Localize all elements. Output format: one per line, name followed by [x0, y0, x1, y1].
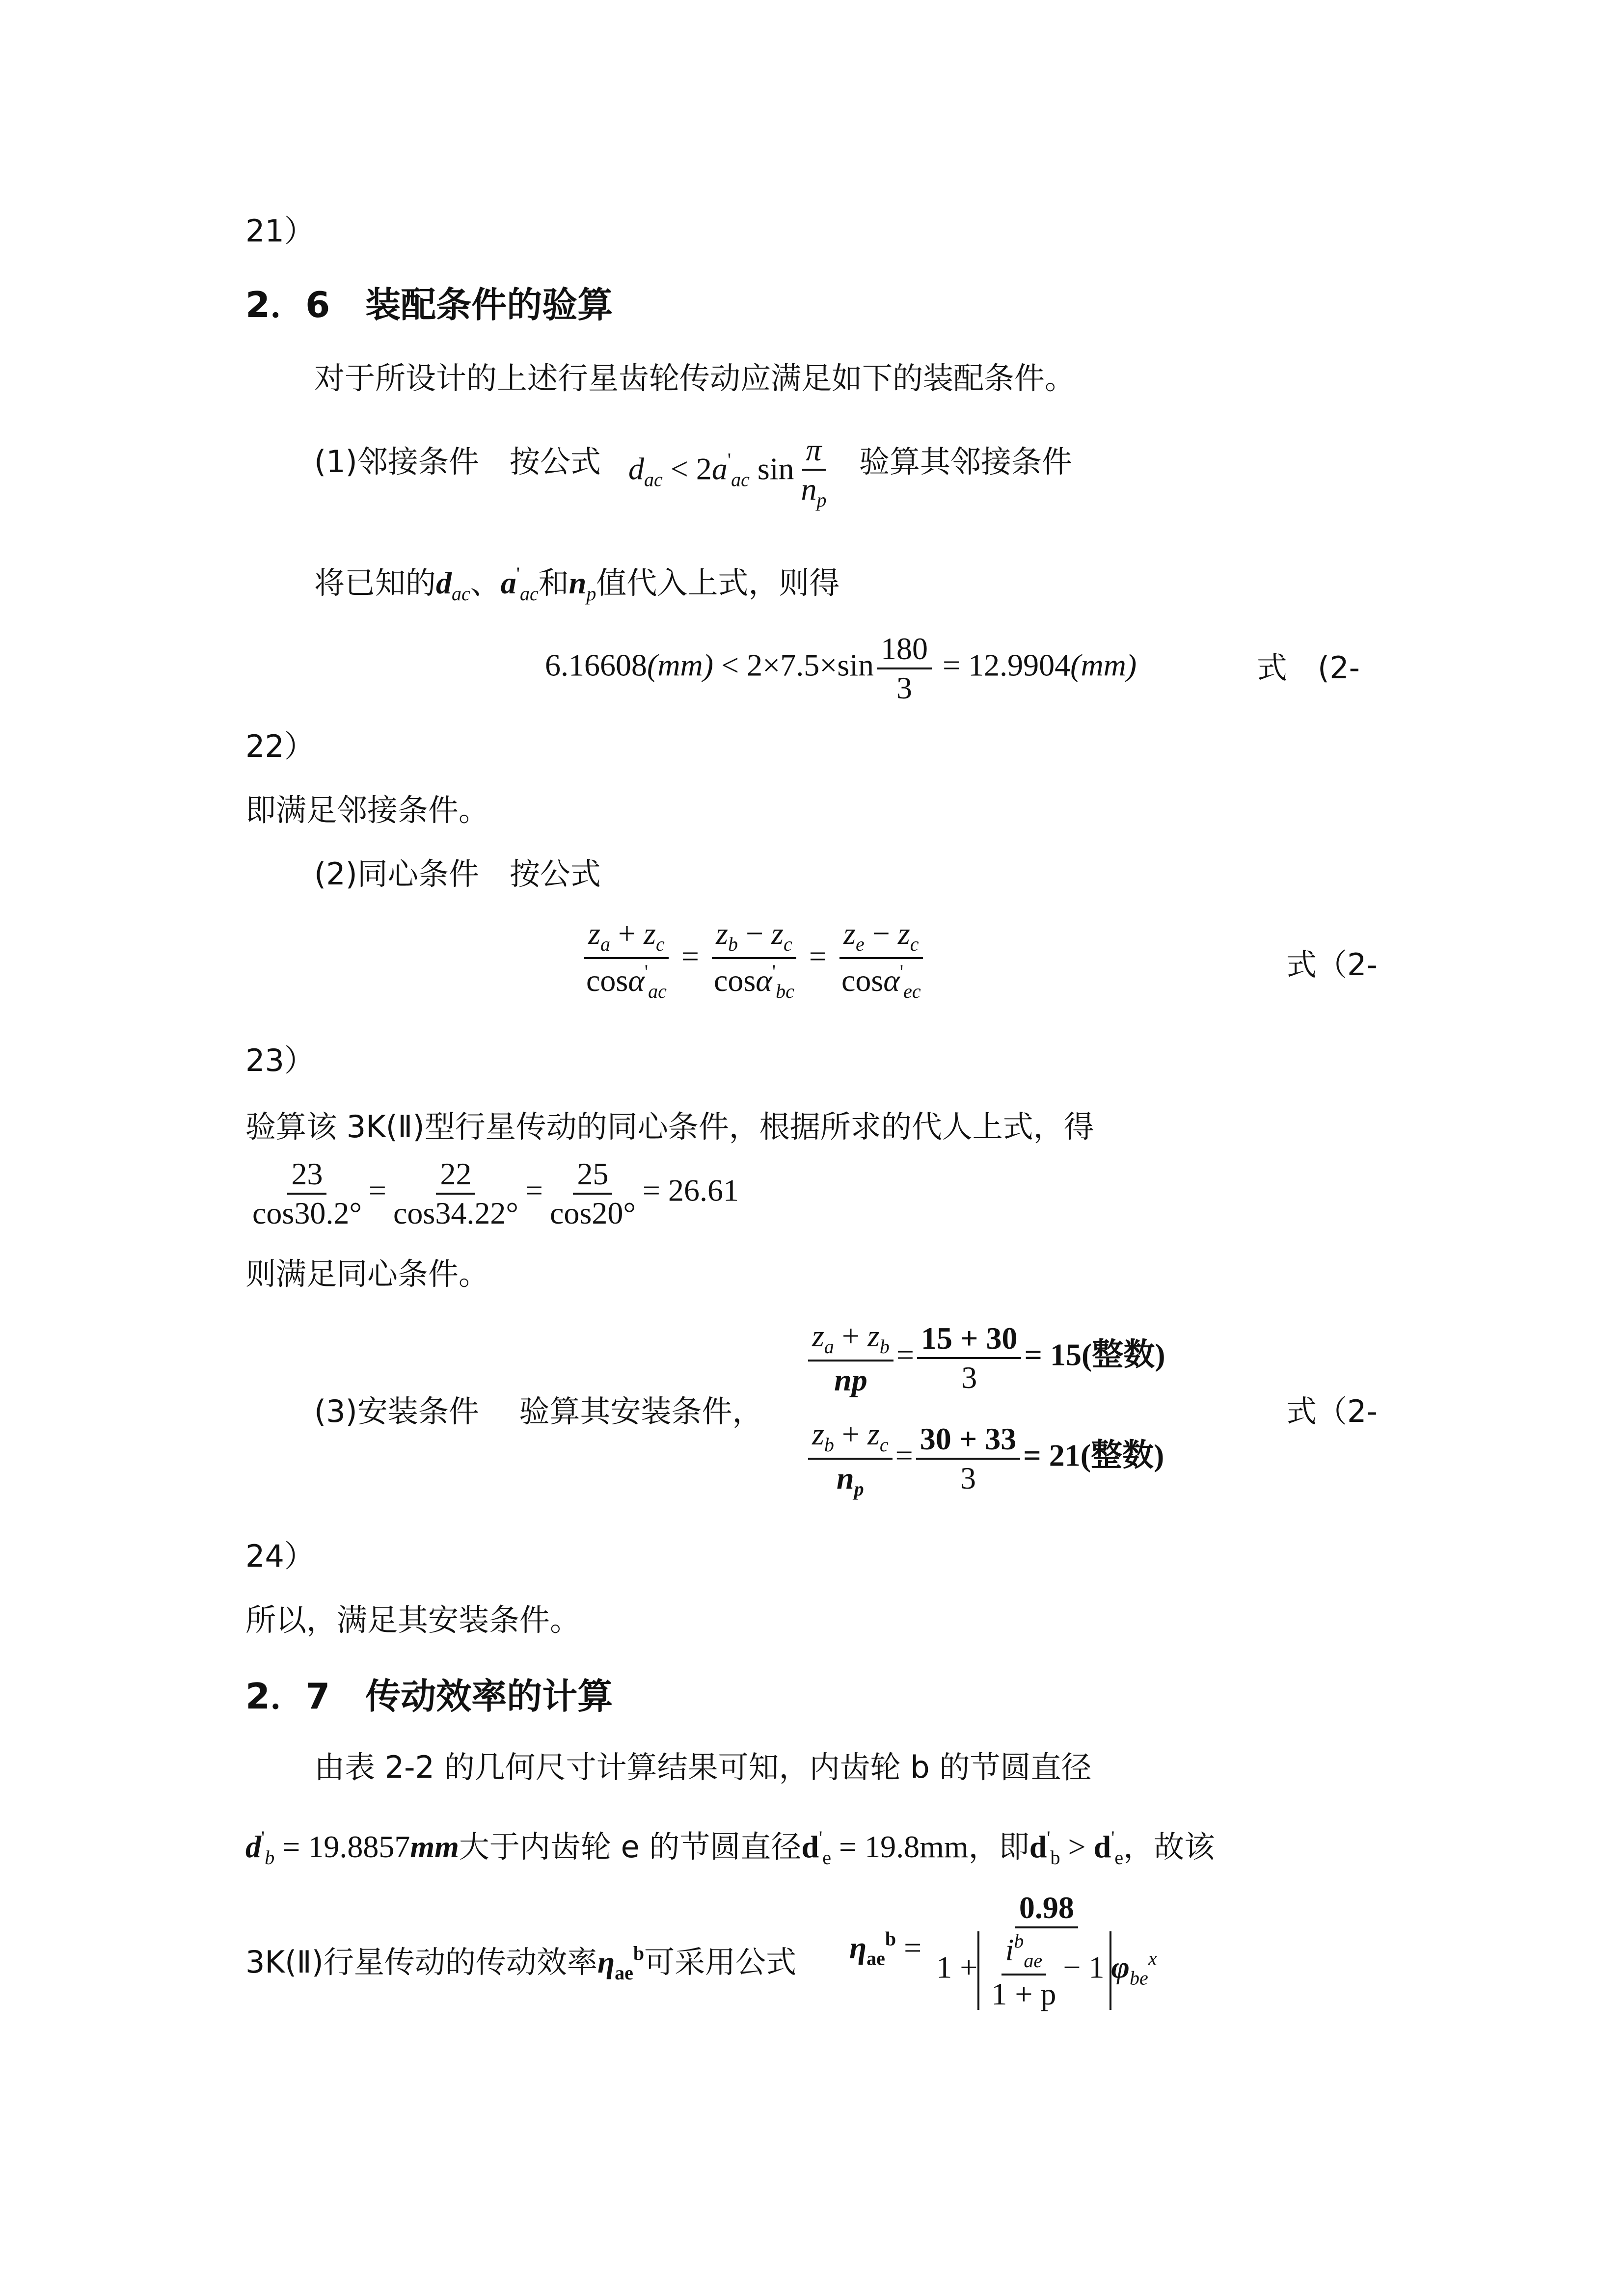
pitch-diameter-sep: ，即 — [968, 1829, 1029, 1865]
check-den-1: cos30.2° — [252, 1196, 362, 1230]
symbol-db: $d'_b = 19.8857mm$ — [245, 1827, 459, 1869]
eq22-denominator: 3 — [896, 670, 913, 705]
install-den-2: 3 — [960, 1461, 976, 1495]
equation-tag-2-22: 式 (2- — [1257, 650, 1360, 686]
db-value: = 19.8857 — [282, 1829, 410, 1864]
paragraph-concentric-ok: 则满足同心条件。 — [245, 1256, 489, 1292]
paragraph-table-ref: 由表 2-2 的几何尺寸计算结果可知，内齿轮 b 的节圆直径 — [314, 1749, 1092, 1785]
eq22-unit-right: (mm) — [1070, 647, 1137, 683]
eq22-unit-left: (mm) — [647, 647, 714, 683]
install-result-1: = 15(整数) — [1024, 1337, 1165, 1372]
de-value: = 19.8mm — [839, 1829, 969, 1864]
check-den-2: cos34.22° — [393, 1196, 518, 1230]
eq22-rhs: 12.9904 — [968, 647, 1071, 683]
install-num-2: 30 + 33 — [916, 1423, 1020, 1460]
equation-number-continuation: 24） — [245, 1538, 315, 1574]
condition-1-label: (1)邻接条件 按公式 — [314, 444, 601, 480]
efficiency-line — [245, 1944, 796, 1983]
eff-minus-one: − 1 — [1063, 1949, 1105, 1985]
install-result-2: = 21(整数) — [1023, 1438, 1164, 1473]
op-minus: − — [872, 916, 890, 951]
efficiency-prefix: 3K(Ⅱ)行星传动的传动效率 — [245, 1944, 597, 1980]
condition-3-label: (3)安装条件 验算其安装条件， — [314, 1393, 763, 1429]
section-heading-2-7: 2．7 传动效率的计算 — [245, 1676, 613, 1717]
equation-2-23: $\frac{z_a + z_c}{\cos\alpha'_{ac}}$ = $\frac{z_b - z_c}{\cos\alpha'_{bc}}$ = $\frac{z_e - z_c}{\cos\alpha'_{ec}}$ — [579, 918, 928, 1001]
symbol-aac: $a'_{ac}$ — [500, 563, 539, 605]
eq22-equals: = — [943, 647, 961, 683]
paragraph-concentric-check: 验算该 3K(Ⅱ)型行星传动的同心条件，根据所求的代人上式，得 — [245, 1109, 1094, 1145]
check-num-3: 25 — [573, 1158, 612, 1195]
cos-label: cos — [841, 963, 884, 998]
check-result: = 26.61 — [642, 1173, 739, 1208]
equation-tag-2-23: 式（2- — [1286, 947, 1378, 983]
efficiency-mid: 可采用公式 — [644, 1944, 797, 1980]
check-num-1: 23 — [287, 1158, 326, 1195]
check-num-2: 22 — [436, 1158, 475, 1195]
paragraph-adjacency-ok: 即满足邻接条件。 — [245, 792, 489, 828]
install-num-1: 15 + 30 — [917, 1323, 1021, 1359]
eq22-lhs: 6.16608 — [545, 647, 647, 683]
equation-number-continuation: 22） — [245, 728, 315, 764]
equation-number-continuation: 21） — [245, 213, 315, 249]
op-plus: + — [618, 916, 636, 951]
op-minus: − — [746, 916, 764, 951]
conjunction: 和 — [538, 565, 569, 601]
section-heading-2-6: 2．6 装配条件的验算 — [245, 284, 613, 325]
install-den-1: 3 — [961, 1360, 977, 1395]
paragraph-intro: 对于所设计的上述行星齿轮传动应满足如下的装配条件。 — [314, 360, 1076, 396]
equation-number-continuation: 23） — [245, 1042, 315, 1078]
condition-1-tail: 验算其邻接条件 — [859, 444, 1073, 480]
separator: 、 — [470, 565, 501, 601]
install-equation-2: $\frac{z_b + z_c}{n_p}$ = $\frac{30 + 33}{3}$ = 21(整数) — [805, 1418, 1164, 1499]
install-den-np: np — [834, 1362, 867, 1397]
known-values-suffix: 值代入上式，则得 — [596, 565, 840, 601]
symbol-eta: $\eta_{ae}^b$ — [597, 1942, 645, 1984]
symbol-np: $n_p$ — [568, 565, 596, 605]
db-unit: mm — [410, 1829, 459, 1864]
eff-one-plus-p: 1 + p — [991, 1976, 1056, 2011]
pitch-diameter-mid: 大于内齿轮 e 的节圆直径 — [459, 1829, 802, 1865]
eq22-expression: 2×7.5×sin — [747, 647, 874, 683]
known-values-prefix: 将已知的 — [314, 565, 436, 601]
equation-2-22 — [545, 633, 1137, 704]
cos-label: cos — [713, 963, 756, 998]
comparison-db-de: $d'_b > d'_e$ — [1029, 1827, 1124, 1869]
eq22-numerator: 180 — [877, 633, 932, 669]
paragraph-install-ok: 所以，满足其安装条件。 — [245, 1602, 581, 1638]
adjacency-formula: $d_{ac} < 2a'_{ac}$ sin $\frac{\pi}{n_p}$ — [628, 432, 827, 511]
equation-tag-2-24: 式（2- — [1286, 1393, 1378, 1429]
efficiency-formula: $\eta_{ae}^b$ = 0.98 1 + $\frac{i^b_{ae}}{1 + p}$ − 1 $\varphi_{be}^x$ — [849, 1890, 1157, 2011]
pitch-diameter-end: ，故该 — [1123, 1829, 1215, 1865]
eq22-less-than: < — [721, 647, 739, 683]
install-equation-1: $\frac{z_a + z_b}{np}$ = $\frac{15 + 30}{3}$ = 15(整数) — [805, 1320, 1165, 1396]
cos-label: cos — [586, 963, 628, 998]
symbol-dac: $d_{ac}$ — [436, 565, 470, 605]
condition-2-label: (2)同心条件 按公式 — [314, 856, 601, 892]
known-values-line — [314, 564, 839, 604]
symbol-de: $d'_e = 19.8mm$ — [801, 1827, 969, 1869]
check-den-3: cos20° — [550, 1196, 636, 1230]
eff-numerator: 0.98 — [1015, 1892, 1078, 1928]
pitch-diameter-line — [245, 1828, 1215, 1868]
eff-one-plus: 1 + — [936, 1949, 978, 1985]
concentric-check-equation: $\frac{23}{\cos 30.2^\circ}$ = $\frac{22}{\cos 34.22^\circ}$ = $\frac{25}{\cos 20^\circ}$ = 26.61 — [245, 1158, 739, 1229]
